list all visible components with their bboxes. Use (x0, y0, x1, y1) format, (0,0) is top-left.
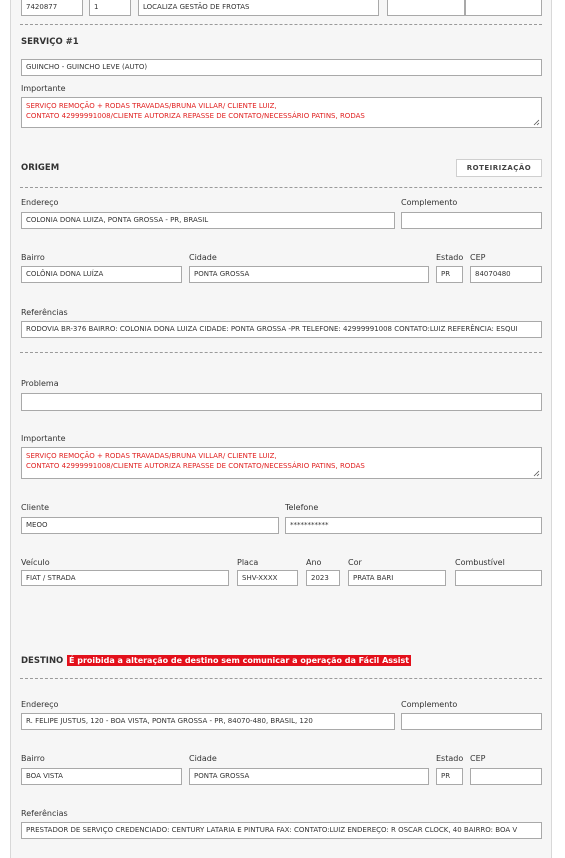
destination-state-field[interactable]: PR (436, 768, 463, 785)
origin-city-label: Cidade (189, 253, 217, 262)
year-field[interactable]: 2023 (306, 570, 340, 586)
problem-field[interactable] (21, 393, 542, 411)
origin-bairro-field[interactable]: COLÔNIA DONA LUÍZA (21, 266, 182, 283)
origin-address-label: Endereço (21, 198, 59, 207)
destination-cep-label: CEP (470, 754, 486, 763)
service-title: SERVIÇO #1 (21, 37, 79, 47)
service-field[interactable]: GUINCHO - GUINCHO LEVE (AUTO) (21, 59, 542, 76)
route-button[interactable]: ROTEIRIZAÇÃO (456, 159, 542, 177)
service-importante-label: Importante (21, 84, 66, 93)
top-field-1[interactable]: 7420877 (21, 0, 83, 16)
origin-references-label: Referências (21, 308, 68, 317)
origin-cep-label: CEP (470, 253, 486, 262)
fuel-label: Combustível (455, 558, 505, 567)
origin-address-field[interactable]: COLONIA DONA LUIZA, PONTA GROSSA - PR, BRASIL (21, 212, 395, 229)
top-field-5[interactable] (465, 0, 542, 16)
vehicle-field[interactable]: FIAT / STRADA (21, 570, 229, 586)
textarea-line: CONTATO 42999991008/CLIENTE AUTORIZA REPASSE DE CONTATO/NECESSÁRIO PATINS, RODAS (26, 462, 365, 470)
origin-references-field[interactable]: RODOVIA BR-376 BAIRRO: COLONIA DONA LUIZA CIDADE: PONTA GROSSA -PR TELEFONE: 42999991008 CONTATO:LUIZ REFERÊNCIA: ESQUI (21, 321, 542, 338)
divider (20, 678, 542, 679)
plate-label: Placa (237, 558, 259, 567)
destination-address-label: Endereço (21, 700, 59, 709)
destination-city-label: Cidade (189, 754, 217, 763)
client-field[interactable]: MEOO (21, 517, 279, 534)
problem-label: Problema (21, 379, 59, 388)
origin-complement-field[interactable] (401, 212, 542, 229)
destination-address-field[interactable]: R. FELIPE JUSTUS, 120 - BOA VISTA, PONTA GROSSA - PR, 84070-480, BRASIL, 120 (21, 713, 395, 730)
origin-complement-label: Complemento (401, 198, 458, 207)
origin-cep-field[interactable]: 84070480 (470, 266, 542, 283)
resize-grip-icon[interactable] (533, 119, 540, 126)
destination-bairro-field[interactable]: BOA VISTA (21, 768, 182, 785)
year-label: Ano (306, 558, 322, 567)
destination-warning: É proibida a alteração de destino sem comunicar a operação da Fácil Assist (69, 656, 410, 665)
top-field-3[interactable]: LOCALIZA GESTÃO DE FROTAS (138, 0, 379, 16)
phone-field[interactable]: *********** (285, 517, 542, 534)
origin-city-field[interactable]: PONTA GROSSA (189, 266, 429, 283)
destination-cep-field[interactable] (470, 768, 542, 785)
destination-state-label: Estado (436, 754, 464, 763)
resize-grip-icon[interactable] (533, 470, 540, 477)
service-importante-textarea[interactable] (21, 97, 542, 128)
textarea-line: CONTATO 42999991008/CLIENTE AUTORIZA REPASSE DE CONTATO/NECESSÁRIO PATINS, RODAS (26, 112, 365, 120)
plate-field[interactable]: SHV-XXXX (237, 570, 298, 586)
fuel-field[interactable] (455, 570, 542, 586)
top-field-4[interactable] (387, 0, 465, 16)
color-field[interactable]: PRATA BARI (348, 570, 446, 586)
textarea-line: SERVIÇO REMOÇÃO + RODAS TRAVADAS/BRUNA VILLAR/ CLIENTE LUIZ, (26, 452, 277, 460)
origin-bairro-label: Bairro (21, 253, 45, 262)
color-label: Cor (348, 558, 362, 567)
divider (20, 352, 542, 353)
textarea-line: SERVIÇO REMOÇÃO + RODAS TRAVADAS/BRUNA VILLAR/ CLIENTE LUIZ, (26, 102, 277, 110)
destination-city-field[interactable]: PONTA GROSSA (189, 768, 429, 785)
phone-label: Telefone (285, 503, 319, 512)
destination-complement-label: Complemento (401, 700, 458, 709)
destination-complement-field[interactable] (401, 713, 542, 730)
origin-title: ORIGEM (21, 163, 60, 173)
top-field-2[interactable]: 1 (89, 0, 131, 16)
destination-bairro-label: Bairro (21, 754, 45, 763)
destination-references-field[interactable]: PRESTADOR DE SERVIÇO CREDENCIADO: CENTURY LATARIA E PINTURA FAX: CONTATO:LUIZ ENDEREÇO: R OSCAR CLOCK, 40 BAIRRO: BOA V (21, 822, 542, 839)
divider (20, 187, 542, 188)
details-importante-textarea[interactable] (21, 447, 542, 479)
vehicle-label: Veículo (21, 558, 50, 567)
destination-title: DESTINO (21, 656, 64, 666)
destination-references-label: Referências (21, 809, 68, 818)
origin-state-field[interactable]: PR (436, 266, 463, 283)
divider (20, 24, 542, 25)
origin-state-label: Estado (436, 253, 464, 262)
client-label: Cliente (21, 503, 50, 512)
details-importante-label: Importante (21, 434, 66, 443)
